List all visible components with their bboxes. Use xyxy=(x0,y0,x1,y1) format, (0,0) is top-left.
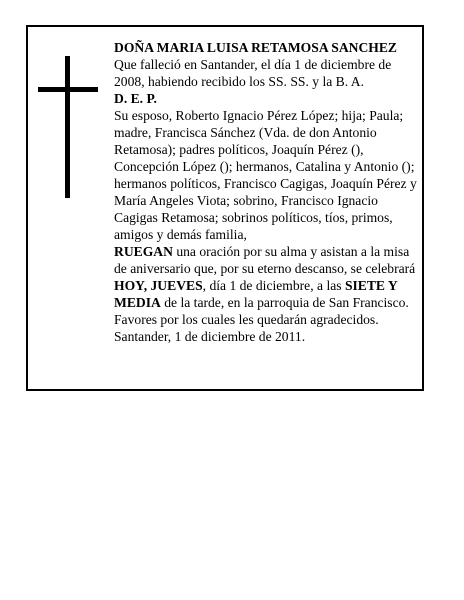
request-text: una oración por su alma y asistan a la misa de aniversario que, por su eterno descanso, se celebrará xyxy=(114,244,416,276)
request-verb: RUEGAN xyxy=(114,244,173,259)
thanks-line: Favores por los cuales les quedarán agradecidos. xyxy=(114,312,379,327)
dep-line: D. E. P. xyxy=(114,91,157,106)
mass-day: HOY, JUEVES xyxy=(114,278,203,293)
deceased-name: DOÑA MARIA LUISA RETAMOSA SANCHEZ xyxy=(114,40,397,55)
mass-place: de la tarde, en la parroquia de San Francisco. xyxy=(160,295,409,310)
place-date: Santander, 1 de diciembre de 2011. xyxy=(114,329,306,344)
notice-text xyxy=(114,39,420,345)
cross-vertical-bar xyxy=(65,56,70,198)
mass-request xyxy=(114,243,420,311)
family-list: Su esposo, Roberto Ignacio Pérez López; hija; Paula; madre, Francisca Sánchez (Vda. de don Antonio Retamosa); padres políticos, Joaquín Pérez (), Concepción López (); hermanos, Catalina y Antonio (); hermanos políticos, Francisco Cagigas, Joaquín Pérez y María Angeles Viota; sobrino, Francisco Ignacio Cagigas Retamosa; sobrinos políticos, tíos, primos, amigos y demás familia, xyxy=(114,108,417,242)
mass-time: SIETE Y MEDIA xyxy=(114,278,398,310)
obituary-notice xyxy=(26,25,424,391)
cross-icon xyxy=(38,56,98,198)
mass-day-text: , día 1 de diciembre, a las xyxy=(202,278,345,293)
death-info: Que falleció en Santander, el día 1 de diciembre de 2008, habiendo recibido los SS. SS. y la B. A. xyxy=(114,57,392,89)
cross-horizontal-bar xyxy=(38,87,98,92)
